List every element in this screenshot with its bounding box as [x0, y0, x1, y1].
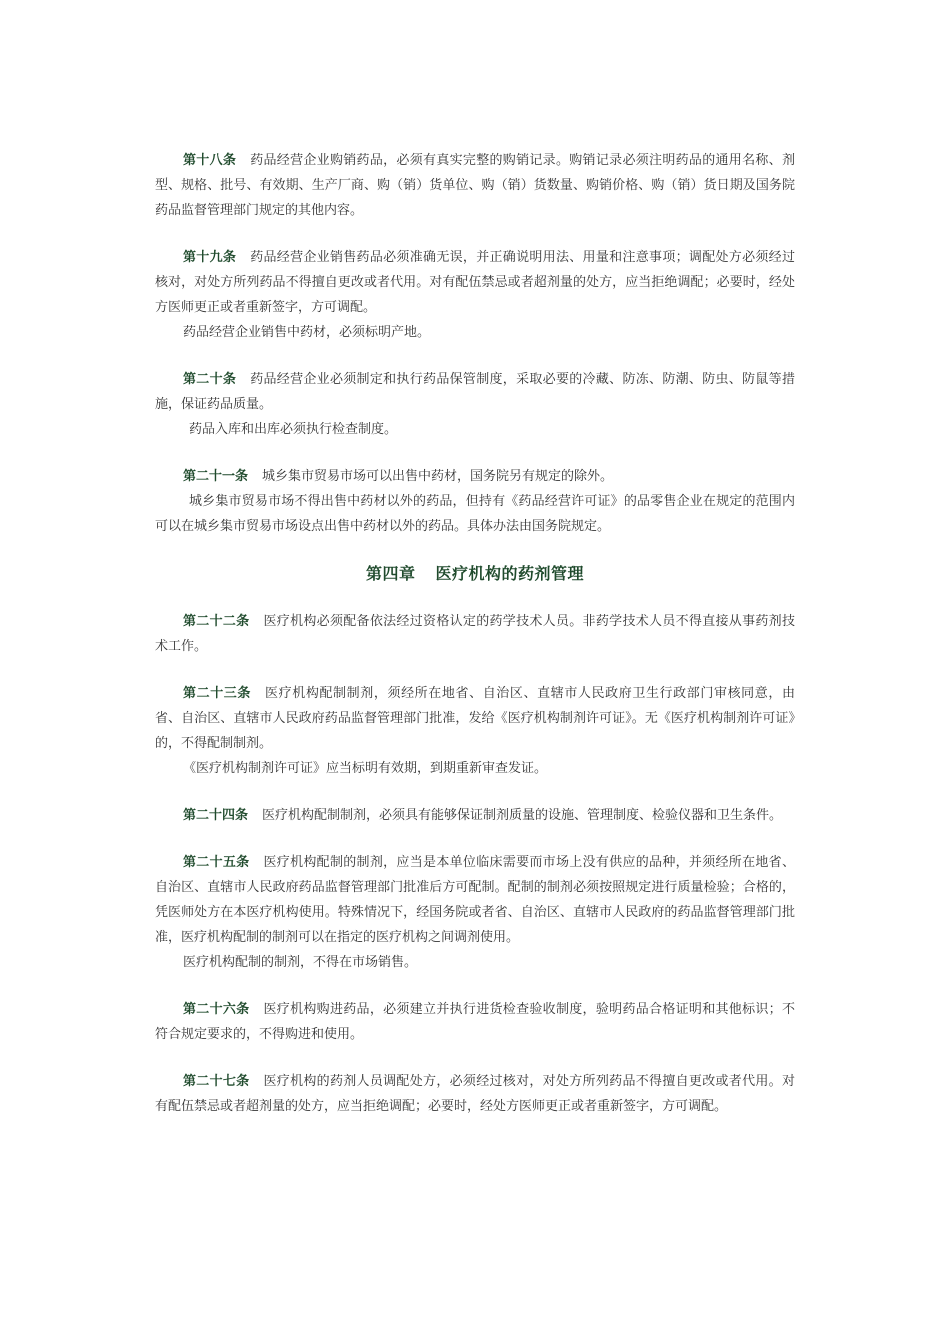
article-19: [155, 245, 795, 345]
article-18: [155, 148, 795, 223]
article-paragraph: [155, 850, 795, 950]
article-text: 医疗机构购进药品，必须建立并执行进货检查验收制度，验明药品合格证明和其他标识；不符合规定要求的，不得购进和使用。: [155, 1002, 795, 1042]
article-23: [155, 681, 795, 781]
article-text: 药品经营企业购销药品，必须有真实完整的购销记录。购销记录必须注明药品的通用名称、剂型、规格、批号、有效期、生产厂商、购（销）货单位、购（销）货数量、购销价格、购（销）货日期及国务院药品监督管理部门规定的其他内容。: [155, 153, 795, 218]
article-26: [155, 997, 795, 1047]
article-paragraph: 城乡集市贸易市场不得出售中药材以外的药品，但持有《药品经营许可证》的品零售企业在规定的范围内可以在城乡集市贸易市场设点出售中药材以外的药品。具体办法由国务院规定。: [155, 494, 795, 534]
article-text: 医疗机构配制制剂，须经所在地省、自治区、直辖市人民政府卫生行政部门审核同意，由省、自治区、直辖市人民政府药品监督管理部门批准，发给《医疗机构制剂许可证》。无《医疗机构制剂许可证》的，不得配制制剂。: [155, 686, 795, 751]
article-text: 医疗机构必须配备依法经过资格认定的药学技术人员。非药学技术人员不得直接从事药剂技术工作。: [155, 614, 795, 654]
article-27: [155, 1069, 795, 1119]
chapter-name: 医疗机构的药剂管理: [435, 564, 585, 583]
article-20: [155, 367, 795, 442]
article-paragraph: [155, 245, 795, 320]
article-paragraph: 《医疗机构制剂许可证》应当标明有效期，到期重新审查发证。: [183, 761, 548, 776]
document-page: [155, 148, 795, 1141]
article-text: 城乡集市贸易市场可以出售中药材，国务院另有规定的除外。: [262, 469, 614, 484]
article-paragraph: 药品入库和出库必须执行检查制度。: [189, 422, 398, 437]
article-paragraph: [155, 464, 795, 489]
article-21: [155, 464, 795, 539]
article-text: 医疗机构配制制剂，必须具有能够保证制剂质量的设施、管理制度、检验仪器和卫生条件。: [262, 808, 783, 823]
article-text: 药品经营企业销售药品必须准确无误，并正确说明用法、用量和注意事项；调配处方必须经过核对，对处方所列药品不得擅自更改或者代用。对有配伍禁忌或者超剂量的处方，应当拒绝调配；必要时，经处方医师更正或者重新签字，方可调配。: [155, 250, 795, 315]
article-paragraph: 医疗机构配制的制剂，不得在市场销售。: [183, 955, 418, 970]
article-text: 医疗机构的药剂人员调配处方，必须经过核对，对处方所列药品不得擅自更改或者代用。对有配伍禁忌或者超剂量的处方，应当拒绝调配；必要时，经处方医师更正或者重新签字，方可调配。: [155, 1074, 795, 1114]
article-text: 医疗机构配制的制剂，应当是本单位临床需要而市场上没有供应的品种，并须经所在地省、自治区、直辖市人民政府药品监督管理部门批准后方可配制。配制的制剂必须按照规定进行质量检验；合格的，凭医师处方在本医疗机构使用。特殊情况下，经国务院或者省、自治区、直辖市人民政府的药品监督管理部门批准，医疗机构配制的制剂可以在指定的医疗机构之间调剂使用。: [155, 855, 795, 945]
article-paragraph: [155, 367, 795, 417]
article-number: 第二十四条: [183, 808, 249, 823]
article-number: 第二十七条: [183, 1074, 250, 1089]
article-paragraph: [155, 1069, 795, 1119]
article-number: 第二十一条: [183, 469, 249, 484]
article-paragraph: [155, 609, 795, 659]
article-22: [155, 609, 795, 659]
article-number: 第二十六条: [183, 1002, 250, 1017]
chapter-number: 第四章: [365, 564, 416, 583]
article-paragraph: [155, 148, 795, 223]
article-paragraph: [155, 997, 795, 1047]
article-number: 第二十五条: [183, 855, 250, 870]
article-number: 第十九条: [183, 250, 237, 265]
article-paragraph: 药品经营企业销售中药材，必须标明产地。: [183, 325, 431, 340]
article-number: 第十八条: [183, 153, 237, 168]
article-24: [155, 803, 795, 828]
article-number: 第二十三条: [183, 686, 252, 701]
article-text: 药品经营企业必须制定和执行药品保管制度，采取必要的冷藏、防冻、防潮、防虫、防鼠等措施，保证药品质量。: [155, 372, 795, 412]
chapter-title: [155, 561, 795, 587]
article-number: 第二十二条: [183, 614, 250, 629]
article-paragraph: [155, 803, 795, 828]
article-paragraph: [155, 681, 795, 756]
article-25: [155, 850, 795, 975]
article-number: 第二十条: [183, 372, 237, 387]
